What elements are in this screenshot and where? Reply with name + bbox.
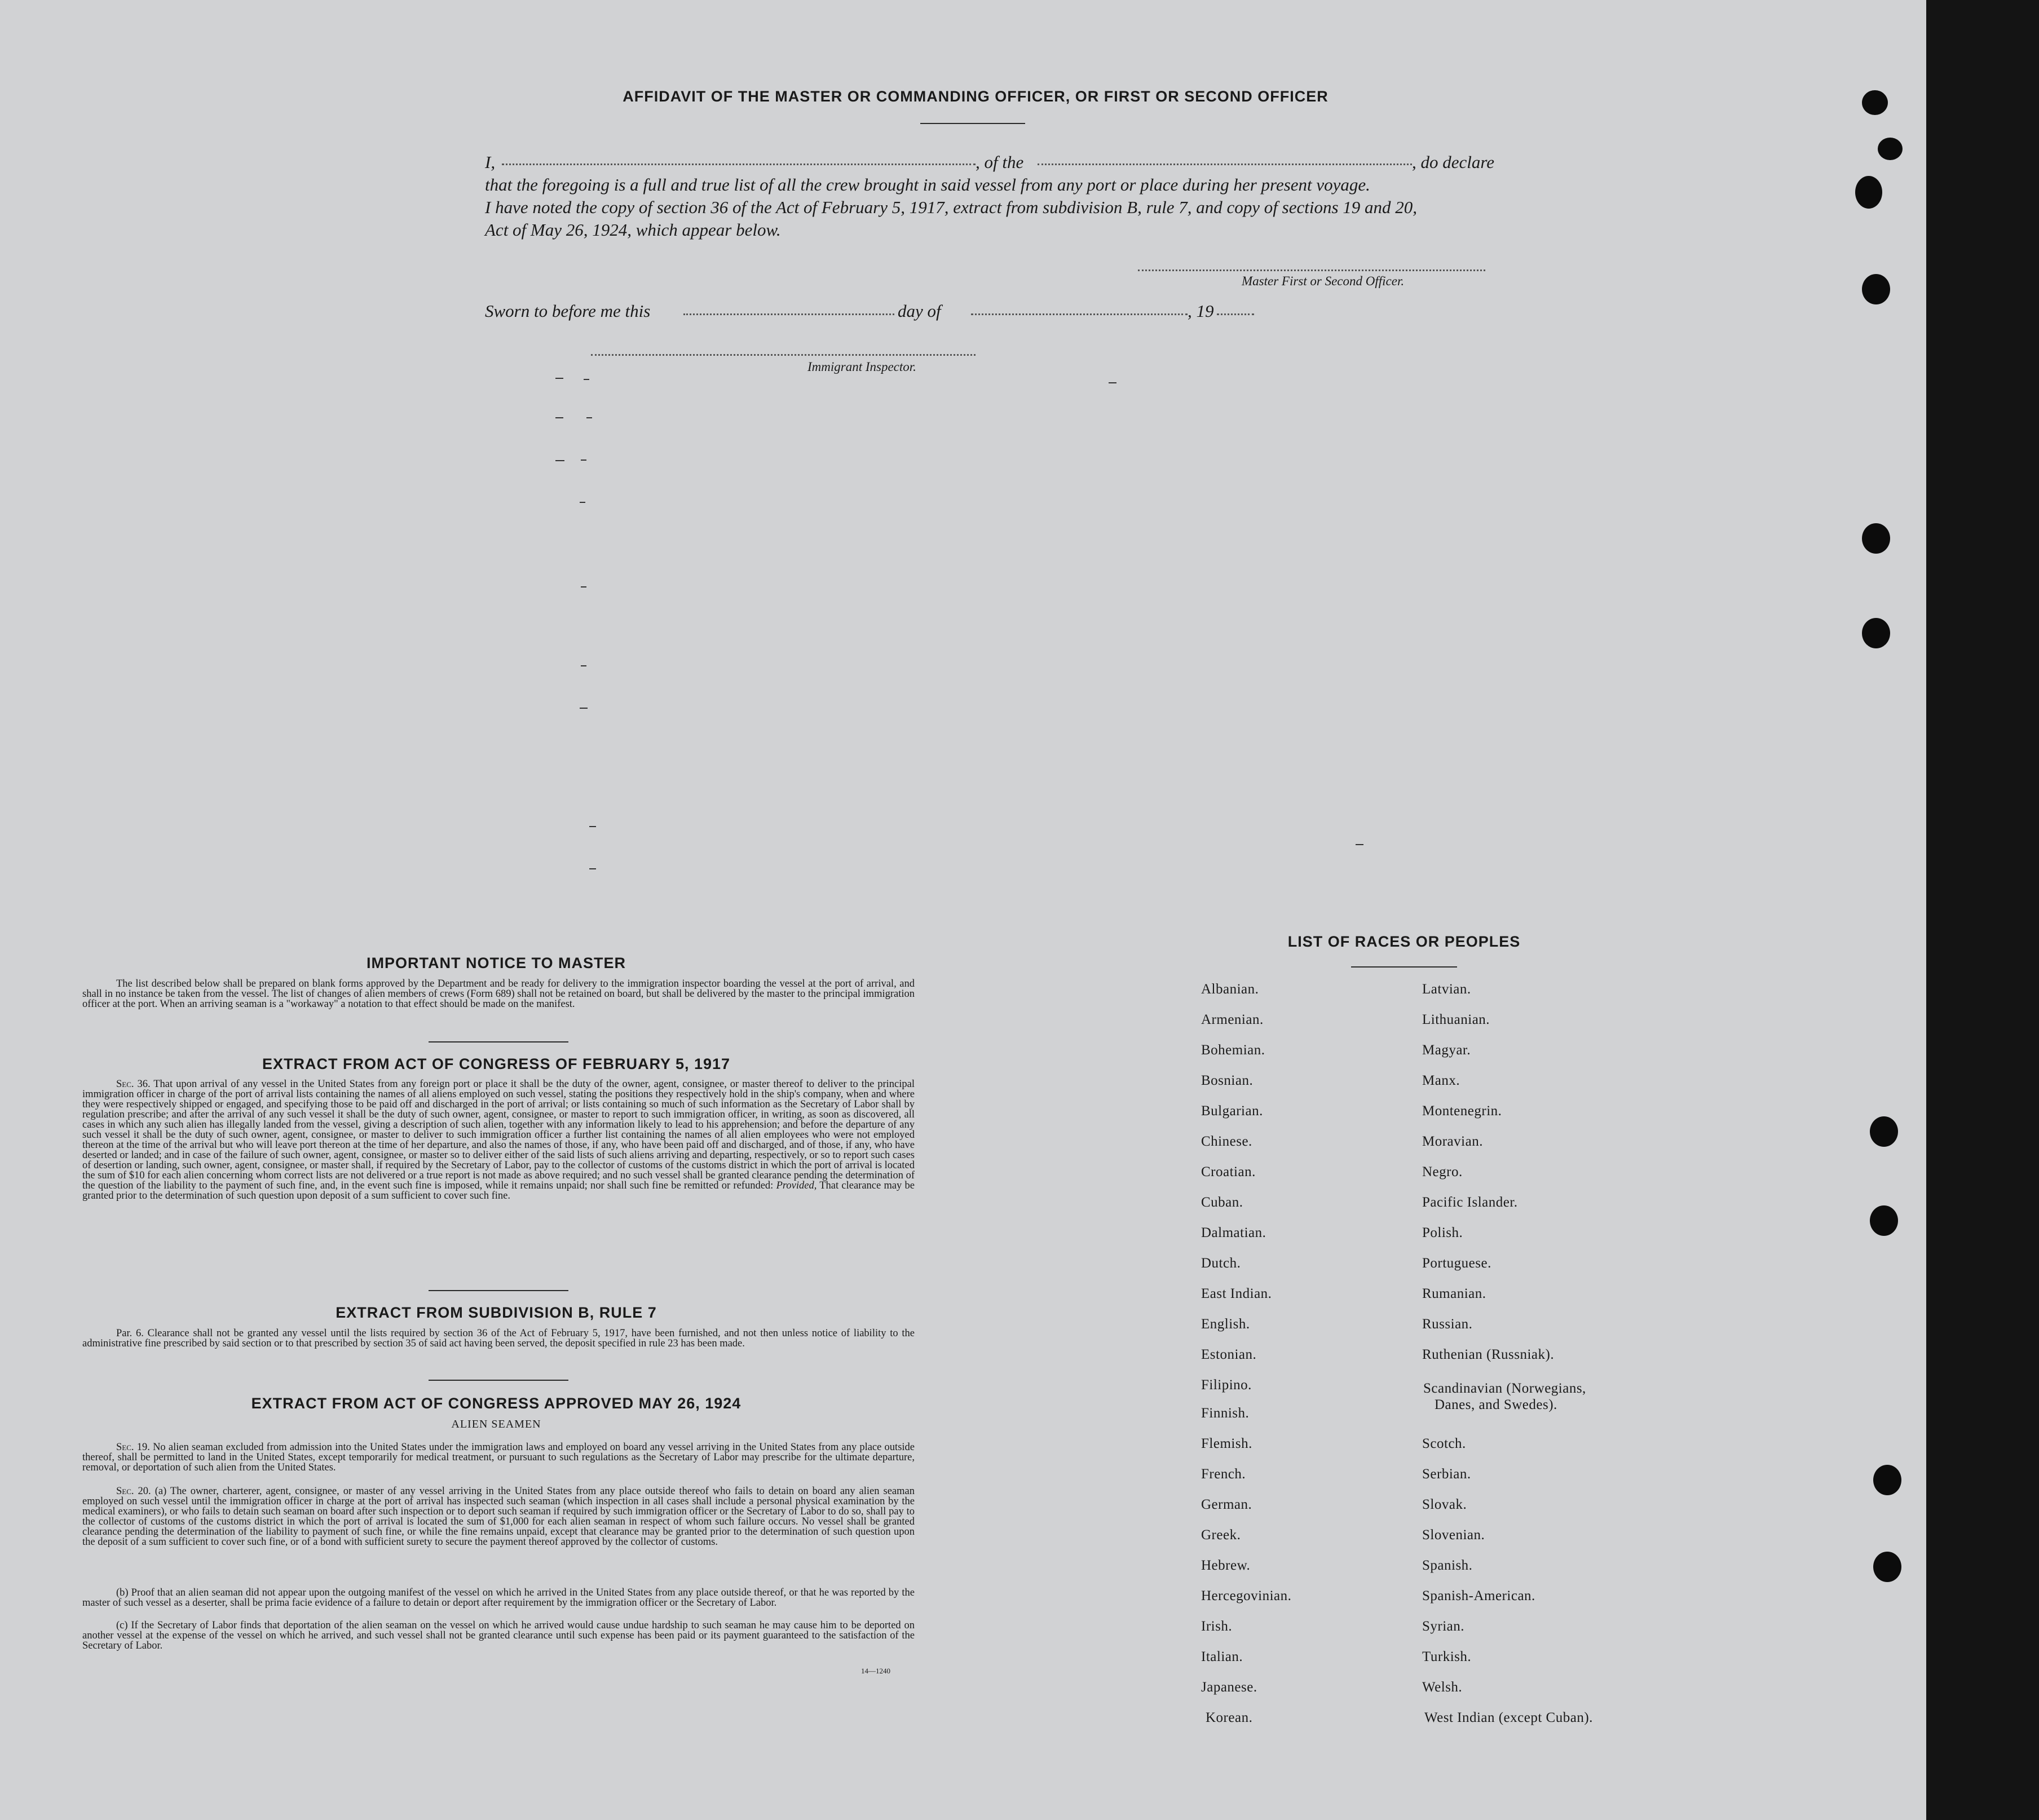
race-item: Bohemian. xyxy=(1201,1042,1265,1058)
alien-seamen-subtitle: ALIEN SEAMEN xyxy=(451,1418,541,1430)
race-item: Spanish. xyxy=(1422,1558,1473,1573)
race-item: West Indian (except Cuban). xyxy=(1424,1710,1593,1725)
margin-mark xyxy=(589,826,596,827)
title-divider xyxy=(1351,966,1457,968)
affidavit-line1-mid: , of the xyxy=(976,152,1024,172)
race-item: Welsh. xyxy=(1422,1680,1463,1695)
section-divider xyxy=(429,1290,568,1291)
extract-1924-title: EXTRACT FROM ACT OF CONGRESS APPROVED MAY 26, 1924 xyxy=(251,1395,742,1412)
section-divider xyxy=(429,1041,568,1042)
race-item: Hebrew. xyxy=(1201,1558,1251,1573)
punch-hole xyxy=(1862,274,1890,304)
margin-mark xyxy=(580,708,588,709)
race-item: Syrian. xyxy=(1422,1619,1465,1634)
race-item: Armenian. xyxy=(1201,1012,1264,1027)
race-item: Croatian. xyxy=(1201,1164,1256,1180)
margin-mark xyxy=(1356,844,1363,845)
section-text: (a) The owner, charterer, agent, consignee, or master of any vessel arriving in the United States from any place outside thereof who fails to detain on board any alien seaman employed on such vessel until the immigration officer in charge at the port of arrival has inspected such seaman (which inspection in all cases shall include a personal physical examination by the medical examiners), or who fails to detain such seaman on board after such inspection or to deport such seaman if required by such immigration officer or the Secretary of Labor to do so, shall pay to the collector of customs of the customs district in which the port of arrival is located the sum of $1,000 for each alien seaman in respect of whom such failure occurs. No vessel shall be granted clearance pending the determination of the liability to payment of such fine, or while the fine remains unpaid, except that clearance may be granted prior to the determination of such question upon the deposit of a sum sufficient to cover such fine, or of a bond with sufficient surety to secure the payment thereof approved by the collector of customs. xyxy=(82,1486,915,1548)
master-signature-label: Master First or Second Officer. xyxy=(1242,274,1405,288)
race-item: Polish. xyxy=(1422,1225,1463,1240)
master-signature-line xyxy=(1138,270,1485,271)
race-item: Pacific Islander. xyxy=(1422,1195,1518,1210)
form-number: 14—1240 xyxy=(861,1667,890,1675)
sec20c-body: (c) If the Secretary of Labor finds that deportation of the alien seaman on the vessel on which he arrived would cause undue hardship to such seaman he may cause him to be deported on another vessel at the expense of the vessel on which he arrived, and such vessel shall not be granted clearance until such expense has been paid or its payment guaranteed to the satisfaction of the Secretary of Labor. xyxy=(82,1620,915,1651)
race-item: Rumanian. xyxy=(1422,1286,1486,1301)
title-divider xyxy=(920,123,1025,124)
section-label: Sec. 19. xyxy=(116,1442,150,1453)
extract-rule7-title: EXTRACT FROM SUBDIVISION B, RULE 7 xyxy=(336,1304,657,1321)
race-item: Slovenian. xyxy=(1422,1527,1485,1543)
punch-hole xyxy=(1873,1465,1901,1495)
affidavit-line1-start: I, xyxy=(485,152,496,172)
margin-mark xyxy=(581,586,586,587)
race-item: Turkish. xyxy=(1422,1649,1472,1664)
race-item: East Indian. xyxy=(1201,1286,1272,1301)
race-item: Filipino. xyxy=(1201,1377,1252,1393)
margin-mark xyxy=(589,868,596,869)
inspector-label: Immigrant Inspector. xyxy=(807,360,916,374)
inspector-signature-line xyxy=(591,354,976,356)
affidavit-line3: I have noted the copy of section 36 of the Act of February 5, 1917, extract from subdivision B, rule 7, and copy of sections 19 and 20, xyxy=(485,197,1418,217)
sworn-day-of: day of xyxy=(898,301,941,321)
race-item: Japanese. xyxy=(1201,1680,1257,1695)
race-item: Korean. xyxy=(1206,1710,1253,1725)
race-item: Montenegrin. xyxy=(1422,1103,1502,1119)
race-item: Ruthenian (Russniak). xyxy=(1422,1347,1555,1362)
extract-1917-body xyxy=(82,1079,915,1201)
race-item: Dalmatian. xyxy=(1201,1225,1266,1240)
race-item: Cuban. xyxy=(1201,1195,1243,1210)
vessel-blank xyxy=(1038,164,1412,165)
punch-hole xyxy=(1870,1205,1898,1236)
race-item: Bosnian. xyxy=(1201,1073,1254,1088)
extract-1917-title: EXTRACT FROM ACT OF CONGRESS OF FEBRUARY 5, 1917 xyxy=(262,1055,731,1072)
races-title: LIST OF RACES OR PEOPLES xyxy=(1287,933,1521,950)
section-label: Sec. 20. xyxy=(116,1486,151,1497)
affidavit-line1-end: , do declare xyxy=(1412,152,1495,172)
notice-body: The list described below shall be prepared on blank forms approved by the Department and be ready for delivery to the immigration inspector boarding the vessel at the port of arrival, and shall in no instance be taken from the vessel. The list of changes of alien members of crews (Form 689) shall not be retained on board, but shall be delivered by the master to the principal immigration officer at the port. When an arriving seaman is a "workaway" a notation to that effect should be made on the manifest. xyxy=(82,978,915,1010)
affidavit-line2: that the foregoing is a full and true list of all the crew brought in said vessel from any port or place during her present voyage. xyxy=(485,175,1370,195)
punch-hole xyxy=(1862,618,1890,648)
margin-mark xyxy=(581,460,586,461)
sworn-month-blank xyxy=(971,313,1188,315)
race-item: Hercegovinian. xyxy=(1201,1588,1292,1603)
margin-mark xyxy=(1109,382,1116,383)
section-label: Sec. 36. xyxy=(116,1079,151,1090)
margin-mark xyxy=(555,378,563,379)
race-item: French. xyxy=(1201,1466,1246,1482)
race-item: Magyar. xyxy=(1422,1042,1471,1058)
sec20a-body xyxy=(82,1486,915,1547)
punch-hole xyxy=(1878,138,1903,160)
race-item: Finnish. xyxy=(1201,1406,1250,1421)
race-item: Estonian. xyxy=(1201,1347,1257,1362)
sworn-year: , 19 xyxy=(1188,301,1214,321)
race-item-line1: Scandinavian (Norwegians, xyxy=(1423,1381,1586,1396)
margin-mark xyxy=(555,460,564,461)
name-blank xyxy=(502,164,976,165)
race-item: Flemish. xyxy=(1201,1436,1252,1451)
race-item: Spanish-American. xyxy=(1422,1588,1535,1603)
race-item: Moravian. xyxy=(1422,1134,1483,1149)
affidavit-title: AFFIDAVIT OF THE MASTER OR COMMANDING OFFICER, OR FIRST OR SECOND OFFICER xyxy=(623,88,1329,105)
sworn-text: Sworn to before me this xyxy=(485,301,651,321)
sworn-day-blank xyxy=(683,313,894,315)
extract-rule7-body: Par. 6. Clearance shall not be granted any vessel until the lists required by section 36 of the Act of February 5, 1917, have been furnished, and not then unless notice of liability to the administrative fine prescribed by said section or to that prescribed by section 35 of said act having been served, the deposit specified in rule 23 has been made. xyxy=(82,1328,915,1349)
sec19-body xyxy=(82,1442,915,1473)
race-item: Negro. xyxy=(1422,1164,1463,1180)
race-item: English. xyxy=(1201,1317,1250,1332)
race-item: Russian. xyxy=(1422,1317,1473,1332)
race-item: Albanian. xyxy=(1201,982,1259,997)
margin-mark xyxy=(584,379,589,380)
punch-hole xyxy=(1855,176,1882,209)
race-item: Slovak. xyxy=(1422,1497,1467,1512)
punch-hole xyxy=(1870,1116,1898,1147)
race-item: Irish. xyxy=(1201,1619,1233,1634)
affidavit-line4: Act of May 26, 1924, which appear below. xyxy=(485,220,781,240)
race-item: Portuguese. xyxy=(1422,1256,1491,1271)
margin-mark xyxy=(580,502,585,503)
scan-background xyxy=(1926,0,2039,1820)
race-item-scandinavian xyxy=(1423,1380,1638,1413)
race-item: Greek. xyxy=(1201,1527,1241,1543)
race-item: German. xyxy=(1201,1497,1252,1512)
margin-mark xyxy=(555,417,563,418)
race-item-line2: Danes, and Swedes). xyxy=(1435,1397,1557,1412)
race-item: Serbian. xyxy=(1422,1466,1471,1482)
race-item: Dutch. xyxy=(1201,1256,1241,1271)
sec20b-body: (b) Proof that an alien seaman did not appear upon the outgoing manifest of the vessel on which he arrived in the United States from any place outside thereof, or that he was reported by the master of such vessel as a deserter, shall be prima facie evidence of a failure to detain or deport after requirement by the immigration officer or the Secretary of Labor. xyxy=(82,1587,915,1609)
race-item: Lithuanian. xyxy=(1422,1012,1490,1027)
section-text: That upon arrival of any vessel in the United States from any foreign port or place it shall be the duty of the owner, agent, consignee, or master thereof to deliver to the principal immigration officer in charge of the port of arrival lists containing the names of all aliens employed on such vessel, stating the positions they respectively hold in the ship's company, when and where they were respectively shipped or engaged, and specifying those to be paid off and discharged in the port of arrival; or lists containing so much of such information as the Secretary of Labor shall by regulation prescribe; and after the arrival of any such vessel it shall be the duty of such owner, agent, consignee, or master to report to such immigration officer, in writing, as soon as discovered, all cases in which any such alien has illegally landed from the vessel, giving a description of such alien, together with any information likely to lead to his apprehension; and before the departure of any such vessel it shall be the duty of such owner, agent, consignee, or master to deliver to such immigration officer a further list containing the names of all alien employees who were not employed thereon at the time of the arrival but who will leave port thereon at the time of her departure, and also the names of those, if any, who have been paid off and discharged, and of those, if any, who have deserted or landed; and in case of the failure of such owner, agent, consignee, or master so to deliver either of the said lists of such aliens arriving and departing, respectively, or so to report such cases of desertion or landing, such owner, agent, consignee, or master shall, if required by the Secretary of Labor, pay to the collector of customs of the customs district in which the port of arrival is located the sum of $10 for each alien concerning whom correct lists are not delivered or a true report is not made as above required; and no such vessel shall be granted clearance pending the determination of the question of the liability to the payment of such fine, and, in the event such fine is imposed, while it remains unpaid; nor shall such fine be remitted or refunded: xyxy=(82,1079,915,1191)
punch-hole xyxy=(1873,1552,1901,1582)
notice-title: IMPORTANT NOTICE TO MASTER xyxy=(367,955,626,971)
sworn-year-blank xyxy=(1217,313,1254,315)
race-item: Chinese. xyxy=(1201,1134,1252,1149)
punch-hole xyxy=(1862,523,1890,554)
proviso-text: That clearance may be granted prior to the determination of such question upon deposit of a sum sufficient to cover such fine. xyxy=(82,1180,915,1201)
section-divider xyxy=(429,1380,568,1381)
margin-mark xyxy=(581,665,586,666)
race-item: Manx. xyxy=(1422,1073,1460,1088)
race-item: Italian. xyxy=(1201,1649,1243,1664)
race-item: Scotch. xyxy=(1422,1436,1466,1451)
race-item: Latvian. xyxy=(1422,982,1471,997)
proviso-word: Provided, xyxy=(776,1180,817,1191)
race-item: Bulgarian. xyxy=(1201,1103,1263,1119)
section-text: No alien seaman excluded from admission into the United States under the immigration laws and employed on board any vessel arriving in the United States from any place outside thereof, shall be permitted to land in the United States, except temporarily for medical treatment, or pursuant to such regulations as the Secretary of Labor may prescribe for the ultimate departure, removal, or deportation of such alien from the United States. xyxy=(82,1442,915,1473)
margin-mark xyxy=(586,417,592,418)
punch-hole xyxy=(1862,90,1888,115)
